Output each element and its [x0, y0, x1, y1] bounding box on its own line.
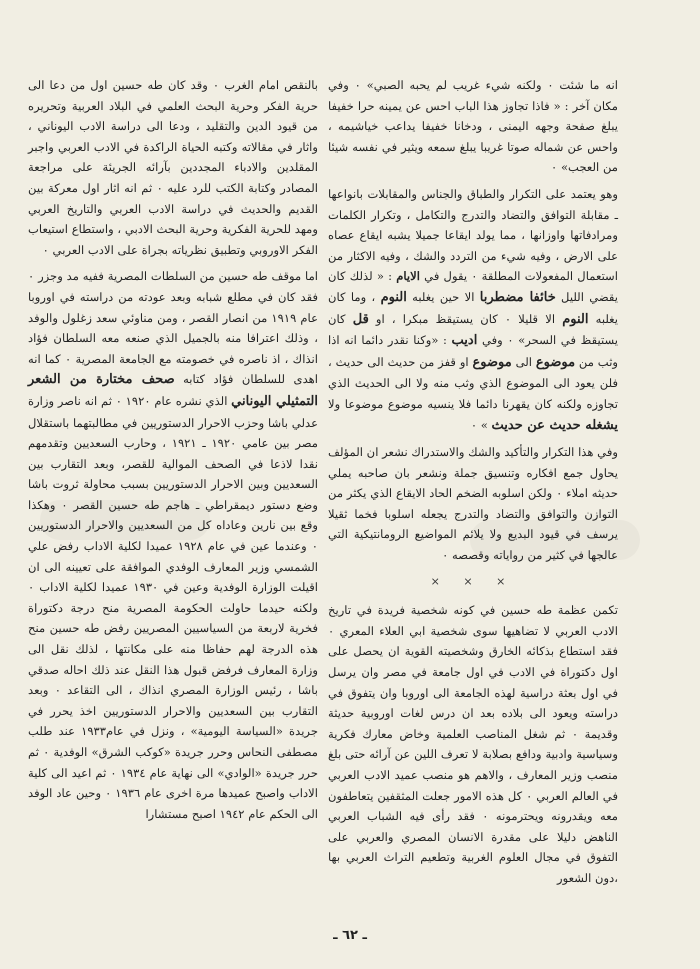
right-column — [328, 75, 618, 889]
bold-term: الايام — [396, 269, 420, 284]
paragraph — [28, 75, 318, 260]
bold-term: خائفا مضطربا — [479, 289, 556, 305]
bold-term: موضوع — [472, 354, 512, 370]
bold-term: قل — [352, 311, 369, 327]
paragraph-text: ، وما كان يغلبه — [328, 289, 618, 326]
paragraph-text: الى — [515, 354, 532, 369]
paragraph — [28, 266, 318, 824]
paragraph-text: : « لذلك كان يقضي الليل — [328, 269, 619, 304]
paragraph-text: وفي هذا التكرار والتأكيد والشك والاستدراك نشعر ان المؤلف يحاول جمع افكاره وتنسيق جملة ونشعر بان صاحبه يملي حديثه املاء ٠ ولكن اسلوبه الضخم الحاد الايقاع الذي يكثر من التوازن والتوافق والتضاد والتدرج يجعله اسلوبا فخما ثقيلا يرسف في قيود البديع ولا يلائم المواضيع الرومانتيكية التي عالجها في كثير من رواياته وقصصه ٠ — [328, 445, 618, 563]
paragraph-text: او قفز من حديث الى حديث ، فلن يعود الى الموضوع الذي وثب منه ولا الى الحديث الذي تجاوزه ولكنه كان يقهرنا دائما فلا ينسيه موضوع موضوعا ولا — [328, 354, 618, 411]
paragraph — [328, 600, 618, 888]
paragraph-text: الذي نشره عام ١٩٢٠ ٠ ثم انه ناصر وزارة عدلي باشا وحزب الاحرار الدستوريين في مطالبتهما باستقلال مصر بين عامي ١٩٢٠ ـ ١٩٢١ ، وحارب السعديين وتقدمهم نقدا لاذعا في الصحف الموالية للقصر، وبعد التقارب بين السعديين وبين الاحرار الدستوريين بسبب محاولة ثروت باشا وضع دستور ديمقراطي ـ هاجم طه حسين القصر ٠ وهكذا وقع بين نارين وعاداه كل من السعديين والاحرار الدستوريين ٠ وعندما عين في عام ١٩٢٨ عميدا لكلية الاداب رفض علي الشمسي وزير المعارف الوفدي الموافقة على تعيينه الى ان اقيلت الوزارة الوفدية وعين في ١٩٣٠ عميدا لكلية الاداب ٠ ولكنه حيدما حاولت الحكومة المصرية منح درجة دكتوراة فخرية لاربعة من السياسيين المصريين رفض طه حسين منح هذه الدرجة لهم حفاظا منه على مكانتها ، لذلك نقل الى وزارة المعارف فرفض قبول هذا النقل عند ذلك احاله صدقي باشا ، رئيس الوزارة المصري انذاك ، الى التقاعد ٠ وبعد التقارب بين السعديين والاحرار الدستوريين اخذ يحرر في جريدة «السياسة اليومية» ، ونزل في عام١٩٣٣ عند طلب مصطفى النحاس وحرر جريدة «كوكب الشرق» الوفدية ٠ ثم حرر جريدة «الوادي» الى نهاية عام ١٩٣٤ ٠ ثم اعيد الى كلية الاداب واصبح عميدها مرة اخرى عام ١٩٣٦ ٠ وحين عاد الوفد الى الحكم عام ١٩٤٢ اصبح مستشارا — [28, 393, 318, 821]
paragraph-text: انه ما شئت ٠ ولكنه شيء غريب لم يحبه الصبي» ٠ وفي مكان آخر : « فاذا تجاوز هذا الباب احس عن يمينه حرا خفيفا يبلغ صفحة وجهه اليمنى ، ودخانا خفيفا يداعب خياشيمه ، واحس عن شماله صوتا غريبا يبلغ سمعه ويثير في نفسه شيئا من العجب» ٠ — [328, 78, 618, 175]
bold-term: اديب — [451, 333, 478, 349]
paragraph-text: كان يستيقظ في السحر» ٠ وفي — [328, 311, 619, 348]
page-number: ـ ٦٢ ـ — [333, 928, 367, 943]
paragraph-text: بالنقص امام الغرب ٠ وقد كان طه حسين اول من دعا الى حرية الفكر وحرية البحث العلمي في البلاد العربية وتحريره من قيود الدين والتقليد ، ودعا الى دراسة الادب اليوناني ، واثار في مقالاته وكتبه الحياة الراكدة في الادب العربي واجبر المقلدين والادباء المجددين بآرائه الجريئة على مراجعة المصادر وكتابة الكتب للرد عليه ٠ ثم انه اثار اول معركة بين القديم والحديث في دراسة الادب العربي والتاريخ العربي ومهد للحرية الفكرية وحرية البحث الادبي ، واستطاع استيعاب الفكر الاوروبي وتطبيق نظرياته بجراة على الادب العربي ٠ — [28, 78, 319, 257]
book-title: صحف مختارة من الشعر التمثيلي اليوناني — [28, 372, 318, 409]
paragraph-text: وهو يعتمد على التكرار والطباق والجناس والمقابلات بانواعها ـ مقابلة التوافق والتضاد والتدرج والتكامل ، وتكرار الكلمات ومرادفاتها واوزانها ، مما يولد ايقاعا جميلا يشبه ايقاع عصاه على الارض ، وفيه شيء من التردد والشك ، وفيه الاكثار من استعمال المفعولات المطلقة ٠ يقول في — [328, 186, 618, 284]
paragraph — [328, 75, 618, 178]
paragraph-text: الا حين يغلبه — [412, 289, 475, 304]
paragraph-text: اما موقف طه حسين من السلطات المصرية ففيه مد وجزر ٠ فقد كان في مطلع شبابه وبعد عودته من دراسته في اوروبا عام ١٩١٩ من انصار القصر ، ومن مناوئي سعد زغلول والوفد ، وذلك اعترافا منه بالجميل الذي صنعه معه السلطان فؤاد انذاك ، اذ ناصره في خصومته مع الجامعة المصرية ٠ كما انه اهدى للسلطان فؤاد كتابه — [28, 269, 318, 387]
paragraph — [328, 184, 618, 436]
paragraph — [328, 442, 618, 566]
bold-term: النوم — [562, 311, 589, 327]
section-separator: × × × — [430, 574, 516, 588]
paragraph-text: الا قليلا ٠ كان يستيقظ مبكرا ، او — [375, 311, 556, 326]
paragraph-text: » ٠ — [470, 417, 488, 432]
paragraph-text: تكمن عظمة طه حسين في كونه شخصية فريدة في تاريخ الادب العربي لا تضاهيها سوى شخصية ابي العلاء المعري ٠ فقد استطاع بذكائه الخارق وشخصيته القوية ان يحصل على اول دكتوراة في الادب في اول جامعة في مصر وان يرسل في اول بعثة دراسية لهذه الجامعة الى اوروبا وان يتفوق في دراسته ويعود الى بلاده بعد ان درس لغات اوروبية حديثة وقديمة ٠ ثم شغل المناصب العلمية وخاض معارك فكرية وسياسية وادبية ودافع بصلابة لا تعرف اللين عن آرائه حتى بلغ منصب وزير المعارف ، والاهم هو منصب عميد الادب العربي في العالم العربي ٠ كل هذه الامور جعلت المثقفين يتعاطفون معه ويقدرونه ويحترمونه ٠ فقد رأى فيه الشباب العربي الناهض دليلا على مقدرة الانسان المصري والعربي على التفوق في مجال العلوم الغربية وتطعيم التراث العربي بها ،دون الشعور — [328, 603, 618, 885]
bold-term: النوم — [380, 289, 407, 305]
bold-term: يشغله حديث عن حديث — [491, 417, 618, 433]
left-column — [28, 75, 318, 824]
bold-term: موضوع — [535, 354, 576, 370]
paragraph-text: : «وكنا نقدر دائما انه اذا وثب من — [328, 333, 619, 369]
